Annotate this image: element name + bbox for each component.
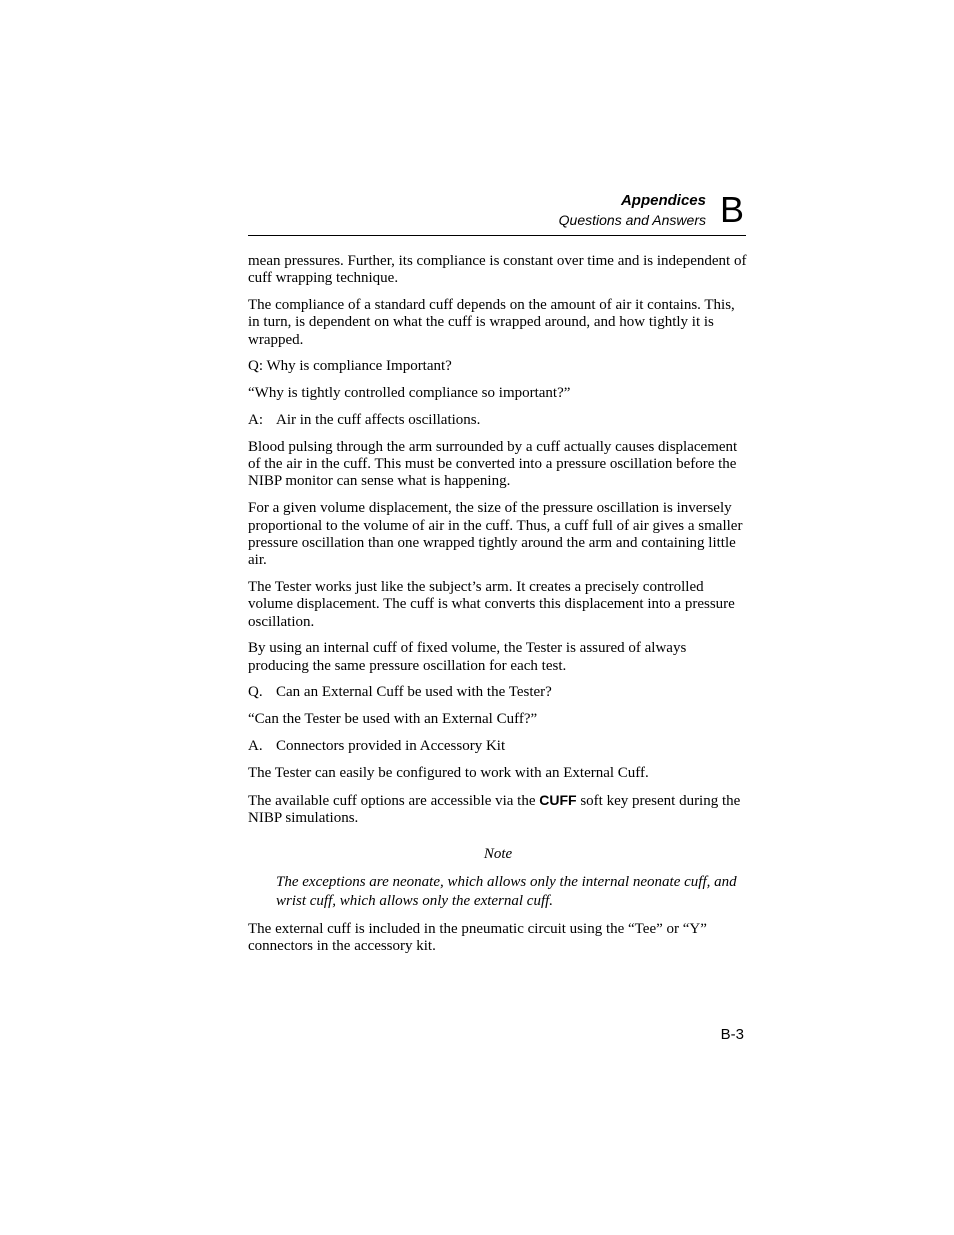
header-subtitle: Questions and Answers (558, 212, 706, 228)
answer-label: A: (248, 412, 263, 429)
answer (248, 412, 748, 429)
appendix-letter: B (719, 189, 744, 230)
paragraph: By using an internal cuff of fixed volume, the Tester is assured of always producing the same pressure oscillation for each test. (248, 640, 687, 674)
paragraph: The Tester can easily be configured to work with an External Cuff. (248, 764, 649, 781)
answer-label: A. (248, 738, 263, 755)
paragraph: The compliance of a standard cuff depends on the amount of air it contains. This, in turn, is dependent on what the cuff is wrapped around, and how tightly it is wrapped. (248, 297, 735, 348)
paragraph: The external cuff is included in the pneumatic circuit using the “Tee” or “Y” connectors in the accessory kit. (248, 920, 707, 954)
answer (248, 738, 748, 755)
header-title: Appendices (620, 192, 706, 209)
page-header (248, 190, 746, 236)
text-run: The available cuff options are accessible via the (248, 792, 540, 809)
paragraph: Blood pulsing through the arm surrounded by a cuff actually causes displacement of the air in the cuff. This must be converted into a pressure oscillation before the NIBP monitor can sense what is happening. (248, 438, 738, 490)
answer-text: Air in the cuff affects oscillations. (276, 412, 481, 429)
paragraph: The Tester works just like the subject’s arm. It creates a precisely controlled volume displacement. The cuff is what converts this displacement into a pressure oscillation. (248, 578, 735, 630)
answer-text: Connectors provided in Accessory Kit (276, 738, 506, 755)
question: Q: Why is compliance Important? (248, 358, 452, 375)
note-body: The exceptions are neonate, which allows only the internal neonate cuff, and wrist cuff, which allows only the external cuff. (276, 873, 737, 910)
question-quote: “Why is tightly controlled compliance so important?” (248, 385, 571, 402)
cuff-softkey-label: CUFF (539, 791, 577, 808)
question (248, 684, 748, 701)
question-text: Can an External Cuff be used with the Tester? (276, 684, 552, 701)
text-run: soft key present during the NIBP simulations. (248, 792, 741, 826)
note-title: Note (483, 846, 513, 863)
question-label: Q. (248, 684, 263, 701)
paragraph (248, 792, 748, 828)
body-text (248, 253, 748, 965)
question-quote: “Can the Tester be used with an External Cuff?” (248, 711, 538, 728)
paragraph: mean pressures. Further, its compliance is constant over time and is independent of cuff wrapping technique. (248, 253, 747, 287)
page-number: B-3 (720, 1026, 744, 1043)
paragraph: For a given volume displacement, the size of the pressure oscillation is inversely proportional to the volume of air in the cuff. Thus, a cuff full of air gives a smaller pressure oscillation than one wrapped tightly around the arm and containing little air. (248, 500, 743, 569)
